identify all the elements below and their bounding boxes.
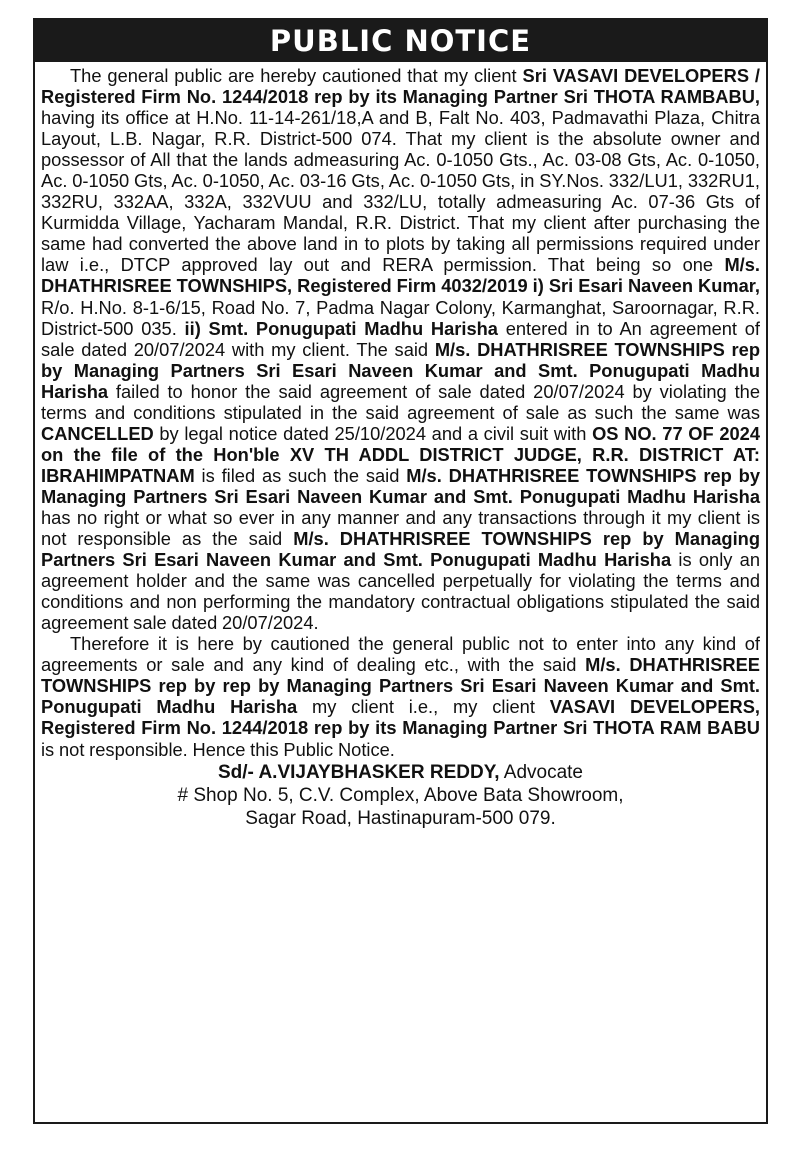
signatory-line [35,761,766,784]
public-notice [33,18,768,1124]
signature-block [35,761,766,830]
p1-seg: CANCELLED [41,422,154,444]
signatory-name: Sd/- A.VIJAYBHASKER REDDY, [218,761,500,783]
notice-body [35,62,766,760]
p1-seg: M/s. DHATHRISREE TOWNSHIPS rep by Managing Partners Sri Esari Naveen Kumar and Smt. Ponugupati Madhu Harisha [41,464,760,507]
p2-seg: Therefore it is here by cautioned the general public not to enter into any kind of agreements or sale and any kind of dealing etc., with the said [41,633,760,676]
p1-seg: OS NO. 77 OF 2024 on the file of the Hon'ble XV TH ADDL DISTRICT JUDGE, R.R. DISTRICT AT: IBRAHIMPATNAM [41,422,761,486]
p1-seg: failed to honor the said agreement of sale dated 20/07/2024 by violating the terms and conditions stipulated in the said agreement of sale as such the same was [41,380,760,423]
p1-seg: entered in to An agreement of sale dated 20/07/2024 with my client. The said [41,317,760,360]
p1-seg: R/o. H.No. 8-1-6/15, Road No. 7, Padma Nagar Colony, Karmanghat, Saroornagar, R.R. District-500 035. [41,296,760,339]
p1-seg: The general public are hereby cautioned that my client [70,65,523,86]
p1-seg: is filed as such the said [194,464,407,486]
signatory-role: Advocate [499,761,583,783]
p2-seg: is not responsible. Hence this Public Notice. [41,738,395,760]
p2-seg: M/s. DHATHRISREE TOWNSHIPS rep by rep by Managing Partners Sri Esari Naveen Kumar and Smt. Ponugupati Madhu Harisha [41,654,760,718]
p1-seg: is only an agreement holder and the same was cancelled perpetually for violating the terms and conditions and non performing the mandatory contractual obligations stipulated the said agreement sale dated 20/07/2024. [41,549,760,634]
notice-title: PUBLIC NOTICE [35,20,766,62]
p2-seg: my client i.e., my client [297,696,550,718]
p1-seg: has no right or what so ever in any manner and any transactions through it my client is not responsible as the said [41,506,760,550]
address-line-2: Sagar Road, Hastinapuram-500 079. [245,807,556,829]
p1-seg: having its office at H.No. 11-14-261/18,A and B, Falt No. 403, Padmavathi Plaza, Chitra Layout, L.B. Nagar, R.R. District-500 074. That my client is the absolute owner and possessor of All that the lands admeasuring Ac. 0-1050 Gts., Ac. 03-08 Gts, Ac. 0-1050, Ac. 0-1050 Gts, Ac. 0-1050, Ac. 03-16 Gts, Ac. 0-1050 Gts, in SY.Nos. 332/LU1, 332RU1, 332RU, 332AA, 332A, 332VUU and 332/LU, totally admeasuring Ac. 07-36 Gts of Kurmidda Village, Yacharam Mandal, R.R. District. That my client after purchasing the same had converted the above land in to plots by taking all permissions required under law i.e., DTCP approved lay out and RERA permission. That being so one [41,107,760,276]
notice-paragraph-2 [41,633,760,759]
p1-seg: M/s. DHATHRISREE TOWNSHIPS rep by Managing Partners Sri Esari Naveen Kumar and Smt. Ponugupati Madhu Harisha [41,528,760,571]
p1-seg: by legal notice dated 25/10/2024 and a civil suit with [153,422,593,444]
p1-seg: ii) Smt. Ponugupati Madhu Harisha [184,317,498,339]
p1-seg: M/s. DHATHRISREE TOWNSHIPS rep by Managing Partners Sri Esari Naveen Kumar and Smt. Ponugupati Madhu Harisha [41,338,760,402]
p1-seg: M/s. DHATHRISREE TOWNSHIPS, Registered Firm 4032/2019 i) Sri Esari Naveen Kumar, [41,254,760,297]
p2-seg: VASAVI DEVELOPERS, Registered Firm No. 1244/2018 rep by its Managing Partner Sri THOTA RAM BABU [41,696,760,739]
notice-paragraph-1 [41,65,760,633]
p1-seg: Sri VASAVI DEVELOPERS / Registered Firm No. 1244/2018 rep by its Managing Partner Sri THOTA RAMBABU, [41,65,761,108]
address-line-1: # Shop No. 5, C.V. Complex, Above Bata Showroom, [177,784,624,806]
